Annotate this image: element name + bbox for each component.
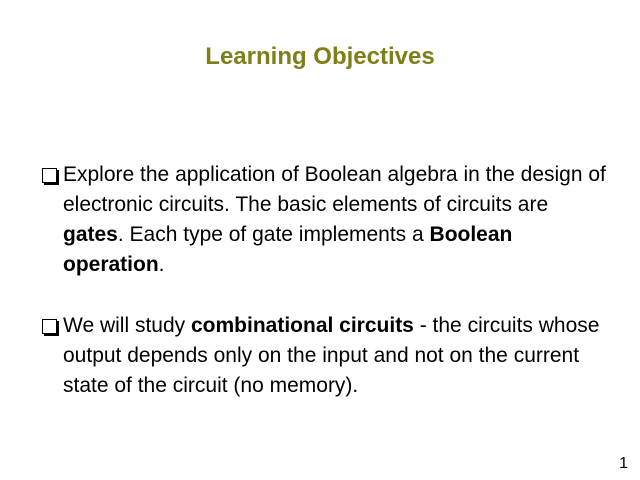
bold-term-boolean-operation: Boolean operation (63, 223, 513, 276)
text-segment: . Each type of gate implements a (117, 223, 430, 246)
hollow-square-bullet-icon (42, 319, 57, 334)
text-segment: . (158, 253, 165, 276)
page-number: 1 (619, 455, 628, 472)
text-segment: Explore the application of Boolean algebra in the design of electronic circuits. The basic elements of circuits are (63, 163, 606, 216)
bold-term-gates: gates (63, 223, 118, 246)
text-segment: We will study (63, 314, 191, 337)
bullet-item (40, 160, 610, 280)
bullet-text (63, 163, 606, 276)
text-segment: - the circuits whose output depends only on the input and not on the current state of the circuit (no memory). (63, 314, 600, 397)
bullet-text (63, 314, 599, 397)
bullet-item (40, 311, 610, 401)
bold-term-combinational-circuits: combinational circuits (190, 314, 414, 337)
bullet-list (40, 160, 610, 432)
hollow-square-bullet-icon (42, 168, 57, 183)
slide-title: Learning Objectives (205, 43, 435, 70)
